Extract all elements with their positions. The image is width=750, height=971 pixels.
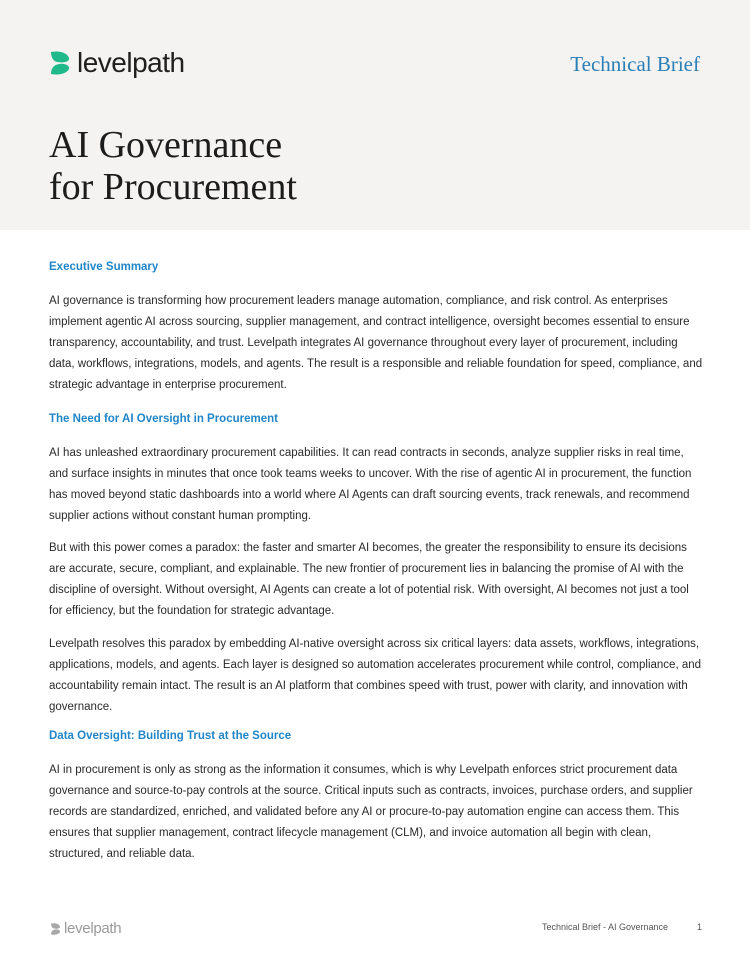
paragraph: AI in procurement is only as strong as the information it consumes, which is why Levelpath enforces strict procurement data governance and source-to-pay controls at the source. Critical inputs such as contracts, invoices, purchase orders, and supplier records are standardized, enriched, and validated before any AI or procure-to-pay automation engine can access them. This ensures that supplier management, contract lifecycle management (CLM), and invoice automation all begin with clean, structured, and reliable data. [49,764,693,860]
footer-logo-wordmark: levelpath [64,920,122,937]
section-heading-data-oversight: Data Oversight: Building Trust at the Source [49,730,292,742]
title-line-1: AI Governance [49,124,283,166]
page-number: 1 [697,922,703,932]
section-heading-executive-summary: Executive Summary [49,261,159,273]
footer-logo [50,920,121,937]
section-heading-ai-oversight: The Need for AI Oversight in Procurement [49,413,278,425]
document-body [49,257,704,865]
page-header [0,0,750,230]
paragraph: Levelpath resolves this paradox by embedding AI-native oversight across six critical layers: data assets, workflows, integrations, applications, models, and agents. Each layer is designed so automation accelerates procurement while control, compliance, and accountability remain intact. The result is an AI platform that combines speed with trust, power with clarity, and innovation with governance. [49,638,702,713]
title-line-2: for Procurement [49,166,297,208]
paragraph: AI governance is transforming how procurement leaders manage automation, compliance, and risk control. As enterprises implement agentic AI across sourcing, supplier management, and contract intelligence, oversight becomes essential to ensure transparency, accountability, and trust. Levelpath integrates AI governance throughout every layer of procurement, including data, workflows, integrations, models, and agents. The result is a responsible and reliable foundation for speed, compliance, and strategic advantage in enterprise procurement. [49,295,703,391]
paragraph: But with this power comes a paradox: the faster and smarter AI becomes, the greater the responsibility to ensure its decisions are accurate, secure, compliant, and explainable. The new frontier of procurement lies in balancing the promise of AI with the discipline of oversight. Without oversight, AI Agents can create a lot of potential risk. With oversight, AI becomes not just a tool for efficiency, but the foundation for strategic advantage. [49,542,689,617]
page-title [49,124,297,208]
footer-document-label: Technical Brief - AI Governance [542,922,669,932]
logo-wordmark: levelpath [77,47,185,78]
levelpath-mark-icon [49,50,71,76]
document-type-label: Technical Brief [570,52,700,76]
levelpath-logo [49,48,185,78]
paragraph: AI has unleashed extraordinary procurement capabilities. It can read contracts in seconds, analyze supplier risks in real time, and surface insights in minutes that once took teams weeks to uncover. With the rise of agentic AI in procurement, the function has moved beyond static dashboards into a world where AI Agents can draft sourcing events, track renewals, and recommend supplier actions without constant human prompting. [49,447,692,522]
levelpath-mark-icon [50,922,61,936]
